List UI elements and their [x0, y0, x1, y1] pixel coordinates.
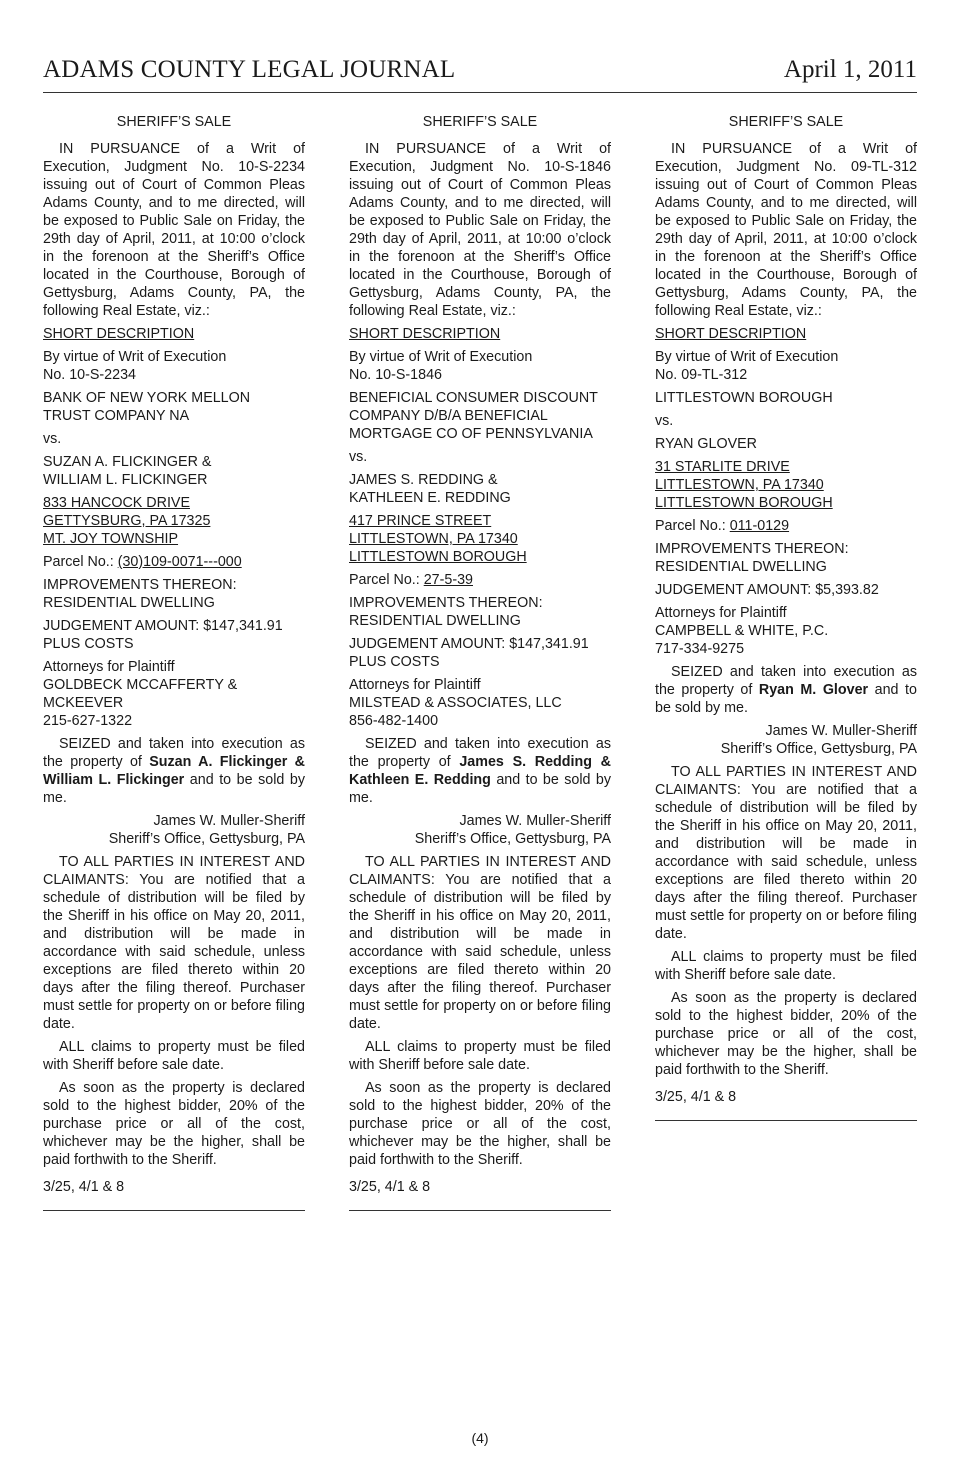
signature [655, 722, 917, 758]
seized-pre: SEIZED and taken into execution as the property of [349, 736, 611, 770]
claims-notice: ALL claims to property must be filed with Sheriff before sale date. [349, 1039, 611, 1073]
versus: vs. [655, 413, 674, 429]
signature [349, 812, 611, 848]
attorney-line: 856-482-1400 [349, 713, 439, 729]
page-header [43, 56, 917, 93]
plaintiff [655, 389, 917, 407]
sheriff-sale-notice-3 [655, 113, 917, 1121]
address-line: 833 HANCOCK DRIVE [43, 495, 190, 511]
publication-dates: 3/25, 4/1 & 8 [43, 1179, 125, 1195]
address-line: LITTLESTOWN BOROUGH [349, 549, 527, 565]
improvements [43, 576, 305, 612]
publication-dates: 3/25, 4/1 & 8 [349, 1179, 431, 1195]
judgement-amount [655, 581, 917, 599]
improvements-line: IMPROVEMENTS THEREON: [655, 541, 849, 557]
plaintiff-line: COMPANY D/B/A BENEFICIAL [349, 408, 548, 424]
attorneys-label: Attorneys for Plaintiff [655, 605, 787, 621]
parcel-label: Parcel No.: [349, 572, 420, 588]
journal-title: ADAMS COUNTY LEGAL JOURNAL [43, 56, 456, 83]
judgement-line: PLUS COSTS [43, 636, 134, 652]
attorneys [43, 658, 305, 730]
bidder-notice: As soon as the property is declared sold to the highest bidder, 20% of the purchase price or all of the cost, whichever may be the higher, shall be paid forthwith to the Sheriff. [655, 990, 917, 1078]
signature [43, 812, 305, 848]
defendant [43, 453, 305, 489]
judgement-amount [43, 617, 305, 653]
claims-notice: ALL claims to property must be filed with Sheriff before sale date. [43, 1039, 305, 1073]
improvements-line: IMPROVEMENTS THEREON: [349, 595, 543, 611]
improvements-line: IMPROVEMENTS THEREON: [43, 577, 237, 593]
defendant [349, 471, 611, 507]
short-description-heading: SHORT DESCRIPTION [655, 326, 807, 342]
address-line: LITTLESTOWN BOROUGH [655, 495, 833, 511]
attorney-line: 215-627-1322 [43, 713, 133, 729]
property-owner: Ryan M. Glover [758, 682, 869, 698]
divider [349, 1210, 611, 1211]
divider [43, 1210, 305, 1211]
improvements [349, 594, 611, 630]
address-line: LITTLESTOWN, PA 17340 [655, 477, 824, 493]
claims-notice: ALL claims to property must be filed with Sheriff before sale date. [655, 949, 917, 983]
defendant-line: SUZAN A. FLICKINGER & [43, 454, 212, 470]
versus: vs. [43, 431, 62, 447]
attorneys-label: Attorneys for Plaintiff [349, 677, 481, 693]
writ-info [655, 348, 917, 384]
notice-title: SHERIFF’S SALE [728, 114, 844, 130]
plaintiff-line: MORTGAGE CO OF PENNSYLVANIA [349, 426, 593, 442]
parcel-label: Parcel No.: [43, 554, 114, 570]
parcel-value: 27-5-39 [423, 572, 473, 588]
notice-intro: IN PURSUANCE of a Writ of Execution, Judgment No. 10-S-2234 issuing out of Court of Common Pleas Adams County, and to me directed, will be exposed to Public Sale on Friday, the 29th day of April, 2011, at 10:00 o’clock in the forenoon at the Sheriff’s Office located in the Courthouse, Borough of Gettysburg, Adams County, PA, the following Real Estate, viz.: [43, 141, 305, 319]
attorney-line: CAMPBELL & WHITE, P.C. [655, 623, 829, 639]
short-description-heading: SHORT DESCRIPTION [349, 326, 501, 342]
improvements-line: RESIDENTIAL DWELLING [655, 559, 827, 575]
defendant-line: KATHLEEN E. REDDING [349, 490, 511, 506]
judgement-line: JUDGEMENT AMOUNT: $147,341.91 [349, 636, 589, 652]
bidder-notice: As soon as the property is declared sold to the highest bidder, 20% of the purchase price or all of the cost, whichever may be the higher, shall be paid forthwith to the Sheriff. [43, 1080, 305, 1168]
versus: vs. [349, 449, 368, 465]
notice-title: SHERIFF’S SALE [422, 114, 538, 130]
plaintiff-line: TRUST COMPANY NA [43, 408, 190, 424]
writ-number: No. 09-TL-312 [655, 367, 748, 383]
issue-date: April 1, 2011 [783, 56, 917, 83]
attorney-line: 717-334-9275 [655, 641, 745, 657]
defendant-line: WILLIAM L. FLICKINGER [43, 472, 208, 488]
writ-info [349, 348, 611, 384]
signer-name: James W. Muller-Sheriff [459, 813, 611, 829]
seized-post: and to be sold by me. [655, 682, 917, 716]
improvements [655, 540, 917, 576]
signer-name: James W. Muller-Sheriff [765, 723, 917, 739]
plaintiff-line: BENEFICIAL CONSUMER DISCOUNT [349, 390, 598, 406]
notice-title: SHERIFF’S SALE [116, 114, 232, 130]
bidder-notice: As soon as the property is declared sold to the highest bidder, 20% of the purchase price or all of the cost, whichever may be the higher, shall be paid forthwith to the Sheriff. [349, 1080, 611, 1168]
writ-label: By virtue of Writ of Execution [43, 349, 227, 365]
address-line: MT. JOY TOWNSHIP [43, 531, 179, 547]
seized-statement [43, 735, 305, 807]
address-line: GETTYSBURG, PA 17325 [43, 513, 211, 529]
address-line: 31 STARLITE DRIVE [655, 459, 790, 475]
property-address [349, 512, 611, 566]
writ-label: By virtue of Writ of Execution [349, 349, 533, 365]
seized-statement [349, 735, 611, 807]
seized-statement [655, 663, 917, 717]
writ-info [43, 348, 305, 384]
judgement-line: JUDGEMENT AMOUNT: $147,341.91 [43, 618, 283, 634]
divider [655, 1120, 917, 1121]
notice-intro: IN PURSUANCE of a Writ of Execution, Judgment No. 09-TL-312 issuing out of Court of Common Pleas Adams County, and to me directed, will be exposed to Public Sale on Friday, the 29th day of April, 2011, at 10:00 o’clock in the forenoon at the Sheriff’s Office located in the Courthouse, Borough of Gettysburg, Adams County, PA, the following Real Estate, viz.: [655, 141, 917, 319]
writ-number: No. 10-S-2234 [43, 367, 136, 383]
publication-dates: 3/25, 4/1 & 8 [655, 1089, 737, 1105]
signer-office: Sheriff’s Office, Gettysburg, PA [414, 831, 611, 847]
property-owner: James S. Redding & Kathleen E. Redding [349, 754, 611, 788]
plaintiff-line: LITTLESTOWN BOROUGH [655, 390, 833, 406]
defendant-line: RYAN GLOVER [655, 436, 757, 452]
attorney-line: GOLDBECK MCCAFFERTY & [43, 677, 238, 693]
attorneys [349, 676, 611, 730]
signer-office: Sheriff’s Office, Gettysburg, PA [108, 831, 305, 847]
attorney-line: MILSTEAD & ASSOCIATES, LLC [349, 695, 562, 711]
address-line: LITTLESTOWN, PA 17340 [349, 531, 518, 547]
signer-name: James W. Muller-Sheriff [153, 813, 305, 829]
plaintiff-line: BANK OF NEW YORK MELLON [43, 390, 251, 406]
parcel-value: 011-0129 [729, 518, 790, 534]
property-address [655, 458, 917, 512]
distribution-notice: TO ALL PARTIES IN INTEREST AND CLAIMANTS: You are notified that a schedule of distribution will be filed by the Sheriff in his office on May 20, 2011, and distribution will be made in accordance with said schedule, unless exceptions are filed thereto within 20 days after the filing thereof. Purchaser must settle for property on or before filing date. [655, 764, 917, 942]
sheriff-sale-notice-1 [43, 113, 305, 1211]
property-address [43, 494, 305, 548]
defendant [655, 435, 917, 453]
seized-pre: SEIZED and taken into execution as the property of [43, 736, 305, 770]
page-number: (4) [471, 1430, 489, 1446]
writ-label: By virtue of Writ of Execution [655, 349, 839, 365]
short-description-heading: SHORT DESCRIPTION [43, 326, 195, 342]
seized-post: and to be sold by me. [43, 772, 305, 806]
parcel-number [43, 553, 305, 571]
attorneys-label: Attorneys for Plaintiff [43, 659, 175, 675]
address-line: 417 PRINCE STREET [349, 513, 492, 529]
notice-intro: IN PURSUANCE of a Writ of Execution, Judgment No. 10-S-1846 issuing out of Court of Common Pleas Adams County, and to me directed, will be exposed to Public Sale on Friday, the 29th day of April, 2011, at 10:00 o’clock in the forenoon at the Sheriff’s Office located in the Courthouse, Borough of Gettysburg, Adams County, PA, the following Real Estate, viz.: [349, 141, 611, 319]
judgement-line: JUDGEMENT AMOUNT: $5,393.82 [655, 582, 879, 598]
parcel-label: Parcel No.: [655, 518, 726, 534]
property-owner: Suzan A. Flickinger & William L. Flickinger [43, 754, 305, 788]
parcel-number [349, 571, 611, 589]
parcel-value: (30)109-0071---000 [117, 554, 242, 570]
defendant-line: JAMES S. REDDING & [349, 472, 498, 488]
sheriff-sale-notice-2 [349, 113, 611, 1211]
plaintiff [43, 389, 305, 425]
improvements-line: RESIDENTIAL DWELLING [43, 595, 215, 611]
plaintiff [349, 389, 611, 443]
judgement-amount [349, 635, 611, 671]
distribution-notice: TO ALL PARTIES IN INTEREST AND CLAIMANTS: You are notified that a schedule of distribution will be filed by the Sheriff in his office on May 20, 2011, and distribution will be made in accordance with said schedule, unless exceptions are filed thereto within 20 days after the filing thereof. Purchaser must settle for property on or before filing date. [43, 854, 305, 1032]
distribution-notice: TO ALL PARTIES IN INTEREST AND CLAIMANTS: You are notified that a schedule of distribution will be filed by the Sheriff in his office on May 20, 2011, and distribution will be made in accordance with said schedule, unless exceptions are filed thereto within 20 days after the filing thereof. Purchaser must settle for property on or before filing date. [349, 854, 611, 1032]
seized-post: and to be sold by me. [349, 772, 611, 806]
attorney-line: MCKEEVER [43, 695, 124, 711]
parcel-number [655, 517, 917, 535]
judgement-line: PLUS COSTS [349, 654, 440, 670]
improvements-line: RESIDENTIAL DWELLING [349, 613, 521, 629]
writ-number: No. 10-S-1846 [349, 367, 442, 383]
signer-office: Sheriff’s Office, Gettysburg, PA [720, 741, 917, 757]
attorneys [655, 604, 917, 658]
seized-pre: SEIZED and taken into execution as the property of [655, 664, 917, 698]
